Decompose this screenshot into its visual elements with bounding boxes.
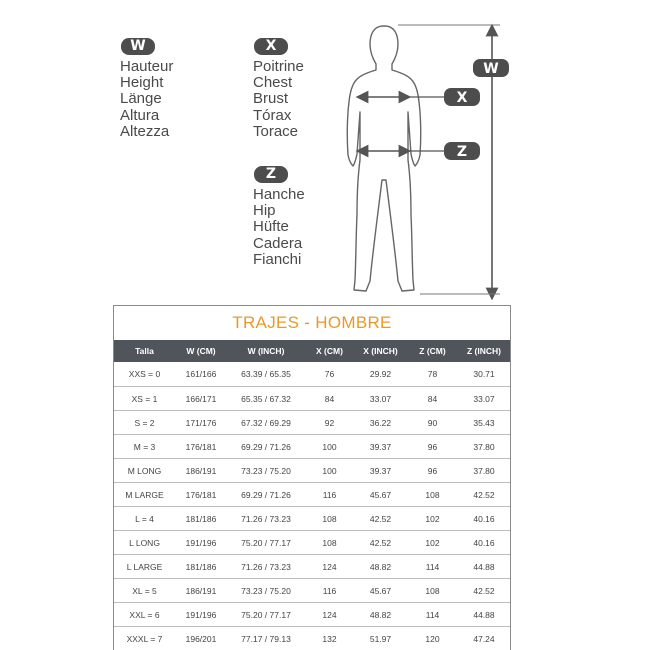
table-row	[114, 507, 510, 531]
table-cell: 67.32 / 69.29	[227, 411, 305, 435]
table-cell: 48.82	[354, 555, 407, 579]
x-badge: X	[254, 38, 288, 55]
table-cell: XXS = 0	[114, 362, 175, 387]
table-cell: 84	[305, 387, 354, 411]
table-cell: 124	[305, 603, 354, 627]
table-cell: 44.88	[458, 603, 510, 627]
table-cell: 108	[407, 483, 458, 507]
x-legend-word: Chest	[253, 74, 293, 92]
table-cell: 114	[407, 555, 458, 579]
table-cell: 47.24	[458, 627, 510, 650]
z-legend-word: Hanche	[253, 186, 305, 203]
table-cell: 108	[305, 531, 354, 555]
table-cell: 51.97	[354, 627, 407, 650]
table-row	[114, 579, 510, 603]
table-cell: 76	[305, 362, 354, 387]
table-cell: 100	[305, 459, 354, 483]
table-cell: 30.71	[458, 362, 510, 387]
table-cell: 186/191	[175, 579, 227, 603]
w-legend-word: Altura	[120, 106, 160, 124]
size-chart-title: TRAJES - HOMBRE	[232, 313, 392, 332]
table-body	[114, 362, 510, 650]
table-cell: 100	[305, 435, 354, 459]
table-cell: L = 4	[114, 507, 175, 531]
table-cell: L LONG	[114, 531, 175, 555]
x-legend-word: Tórax	[253, 106, 292, 124]
table-cell: 161/166	[175, 362, 227, 387]
table-cell: 84	[407, 387, 458, 411]
w-legend-word: Height	[120, 74, 164, 92]
body-measurement-figure	[0, 0, 650, 300]
table-cell: 166/171	[175, 387, 227, 411]
table-cell: 92	[305, 411, 354, 435]
table-cell: 120	[407, 627, 458, 650]
table-cell: 96	[407, 459, 458, 483]
table-cell: 191/196	[175, 531, 227, 555]
size-chart-table-container	[113, 305, 511, 650]
table-cell: 35.43	[458, 411, 510, 435]
column-header: Z (INCH)	[458, 340, 510, 362]
chest-x-badge-icon	[444, 88, 480, 106]
table-cell: 181/186	[175, 555, 227, 579]
table-cell: 42.52	[458, 483, 510, 507]
column-header: Z (CM)	[407, 340, 458, 362]
table-row	[114, 459, 510, 483]
x-legend-word: Brust	[253, 90, 289, 108]
table-cell: 116	[305, 579, 354, 603]
figure-z-label: Z	[456, 144, 468, 160]
table-row	[114, 555, 510, 579]
table-cell: 78	[407, 362, 458, 387]
figure-w-label: W	[483, 61, 499, 77]
table-cell: 90	[407, 411, 458, 435]
table-row	[114, 483, 510, 507]
x-legend-word: Torace	[253, 122, 299, 140]
x-legend-word: Poitrine	[253, 58, 304, 75]
table-cell: M LARGE	[114, 483, 175, 507]
table-cell: 45.67	[354, 579, 407, 603]
table-cell: L LARGE	[114, 555, 175, 579]
table-cell: 42.52	[354, 531, 407, 555]
table-cell: 124	[305, 555, 354, 579]
size-chart-table	[114, 340, 510, 650]
height-w-badge-icon	[473, 59, 509, 77]
body-silhouette-icon	[347, 26, 421, 291]
table-cell: 96	[407, 435, 458, 459]
table-row	[114, 627, 510, 650]
table-row	[114, 387, 510, 411]
table-cell: 75.20 / 77.17	[227, 531, 305, 555]
table-cell: 73.23 / 75.20	[227, 579, 305, 603]
table-cell: 186/191	[175, 459, 227, 483]
figure-x-label: X	[456, 90, 468, 106]
column-header: W (INCH)	[227, 340, 305, 362]
table-cell: 37.80	[458, 459, 510, 483]
table-cell: 44.88	[458, 555, 510, 579]
table-cell: 116	[305, 483, 354, 507]
table-cell: 171/176	[175, 411, 227, 435]
table-cell: 48.82	[354, 603, 407, 627]
w-badge: W	[121, 38, 155, 55]
table-cell: 73.23 / 75.20	[227, 459, 305, 483]
table-cell: XXL = 6	[114, 603, 175, 627]
hip-z-badge-icon	[444, 142, 480, 160]
table-cell: 45.67	[354, 483, 407, 507]
column-header: X (INCH)	[354, 340, 407, 362]
table-cell: M LONG	[114, 459, 175, 483]
table-header-row	[114, 340, 510, 362]
table-row	[114, 531, 510, 555]
table-row	[114, 603, 510, 627]
table-cell: 63.39 / 65.35	[227, 362, 305, 387]
table-cell: 181/186	[175, 507, 227, 531]
table-cell: 33.07	[354, 387, 407, 411]
table-cell: 40.16	[458, 507, 510, 531]
table-cell: 114	[407, 603, 458, 627]
column-header: Talla	[114, 340, 175, 362]
table-row	[114, 362, 510, 387]
z-legend-word: Hip	[253, 202, 276, 220]
z-legend-word: Cadera	[253, 234, 303, 252]
table-cell: 69.29 / 71.26	[227, 483, 305, 507]
table-cell: 40.16	[458, 531, 510, 555]
column-header: X (CM)	[305, 340, 354, 362]
table-cell: XXXL = 7	[114, 627, 175, 650]
table-cell: 42.52	[458, 579, 510, 603]
table-cell: 29.92	[354, 362, 407, 387]
table-cell: 108	[305, 507, 354, 531]
z-legend-word: Hüfte	[253, 218, 289, 236]
table-cell: 176/181	[175, 483, 227, 507]
z-legend-word: Fianchi	[253, 250, 302, 268]
table-cell: 75.20 / 77.17	[227, 603, 305, 627]
table-cell: 33.07	[458, 387, 510, 411]
table-cell: 37.80	[458, 435, 510, 459]
table-cell: 102	[407, 531, 458, 555]
table-cell: 39.37	[354, 459, 407, 483]
table-cell: XS = 1	[114, 387, 175, 411]
table-cell: 196/201	[175, 627, 227, 650]
z-badge: Z	[254, 166, 288, 183]
table-cell: 191/196	[175, 603, 227, 627]
table-cell: 36.22	[354, 411, 407, 435]
table-cell: S = 2	[114, 411, 175, 435]
table-cell: 132	[305, 627, 354, 650]
table-cell: 77.17 / 79.13	[227, 627, 305, 650]
table-cell: 108	[407, 579, 458, 603]
table-cell: 65.35 / 67.32	[227, 387, 305, 411]
table-cell: 102	[407, 507, 458, 531]
column-header: W (CM)	[175, 340, 227, 362]
w-legend-word: Länge	[120, 90, 162, 108]
table-cell: 71.26 / 73.23	[227, 555, 305, 579]
table-cell: 176/181	[175, 435, 227, 459]
table-cell: 69.29 / 71.26	[227, 435, 305, 459]
table-cell: 42.52	[354, 507, 407, 531]
table-row	[114, 435, 510, 459]
w-legend-word: Hauteur	[120, 58, 174, 75]
table-cell: 71.26 / 73.23	[227, 507, 305, 531]
w-legend-word: Altezza	[120, 122, 170, 140]
table-row	[114, 411, 510, 435]
table-cell: M = 3	[114, 435, 175, 459]
table-cell: 39.37	[354, 435, 407, 459]
table-cell: XL = 5	[114, 579, 175, 603]
